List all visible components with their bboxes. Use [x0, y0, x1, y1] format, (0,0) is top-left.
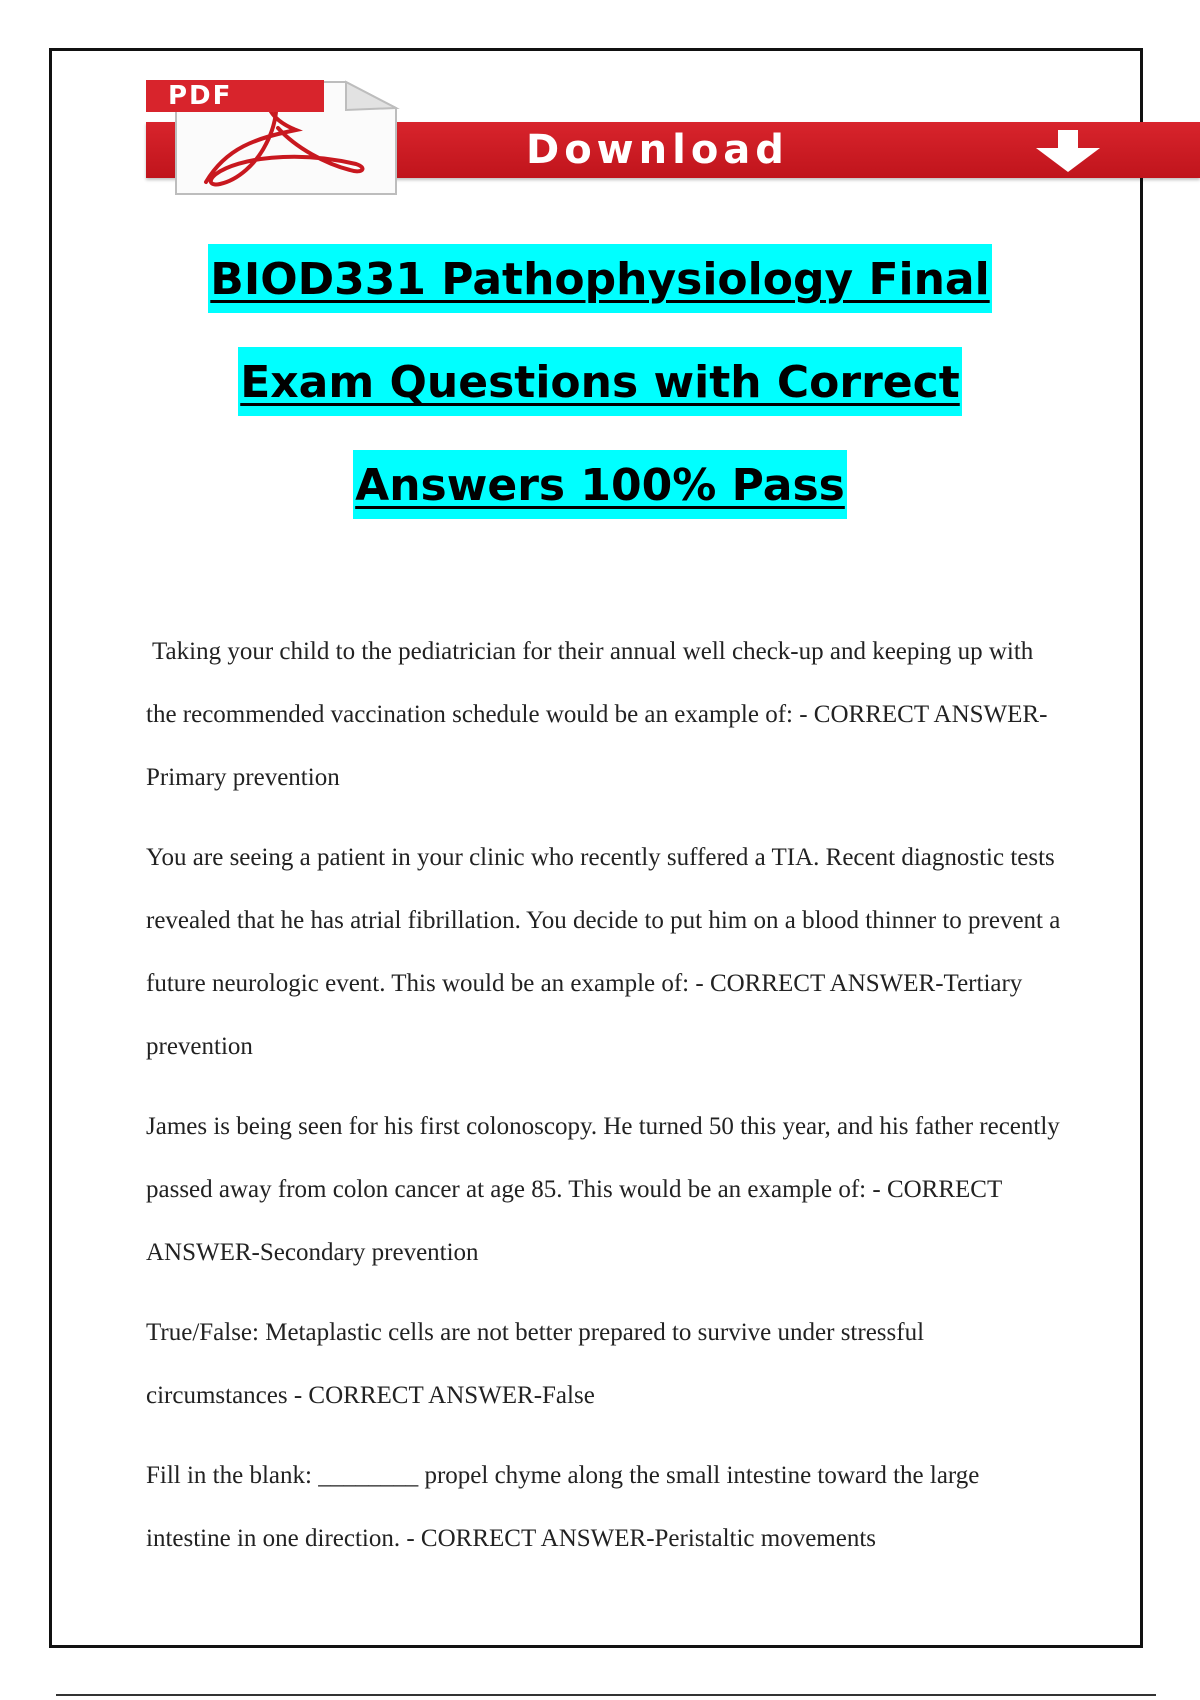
download-label: Download	[526, 127, 789, 173]
page-bottom-rule	[56, 1694, 1156, 1696]
document-title	[60, 228, 1140, 537]
question-item-3: James is being seen for his first colonoscopy. He turned 50 this year, and his father recently passed away from colon cancer at age 85. This would be an example of: - CORRECT ANSWER-Secondary prevention	[146, 1113, 1060, 1266]
download-banner-button[interactable]	[146, 78, 1200, 200]
pdf-label: PDF	[146, 80, 324, 112]
title-line-1: BIOD331 Pathophysiology Final	[208, 244, 991, 313]
question-item-4: True/False: Metaplastic cells are not better prepared to survive under stressful circumstances - CORRECT ANSWER-False	[146, 1319, 925, 1409]
download-arrow-icon	[1030, 128, 1106, 174]
title-line-2: Exam Questions with Correct	[238, 347, 962, 416]
pdf-file-icon	[146, 78, 406, 200]
question-item-2: You are seeing a patient in your clinic who recently suffered a TIA. Recent diagnostic tests revealed that he has atrial fibrillation. You decide to put him on a blood thinner to prevent a future neurologic event. This would be an example of: - CORRECT ANSWER-Tertiary prevention	[146, 844, 1061, 1060]
title-line-3: Answers 100% Pass	[353, 450, 847, 519]
question-item-1: Taking your child to the pediatrician for their annual well check-up and keeping up with the recommended vaccination schedule would be an example of: - CORRECT ANSWER-Primary prevention	[146, 638, 1048, 791]
question-item-5: Fill in the blank: ________ propel chyme along the small intestine toward the large intestine in one direction. - CORRECT ANSWER-Peristaltic movements	[146, 1462, 980, 1552]
question-answer-list	[146, 620, 1066, 1587]
